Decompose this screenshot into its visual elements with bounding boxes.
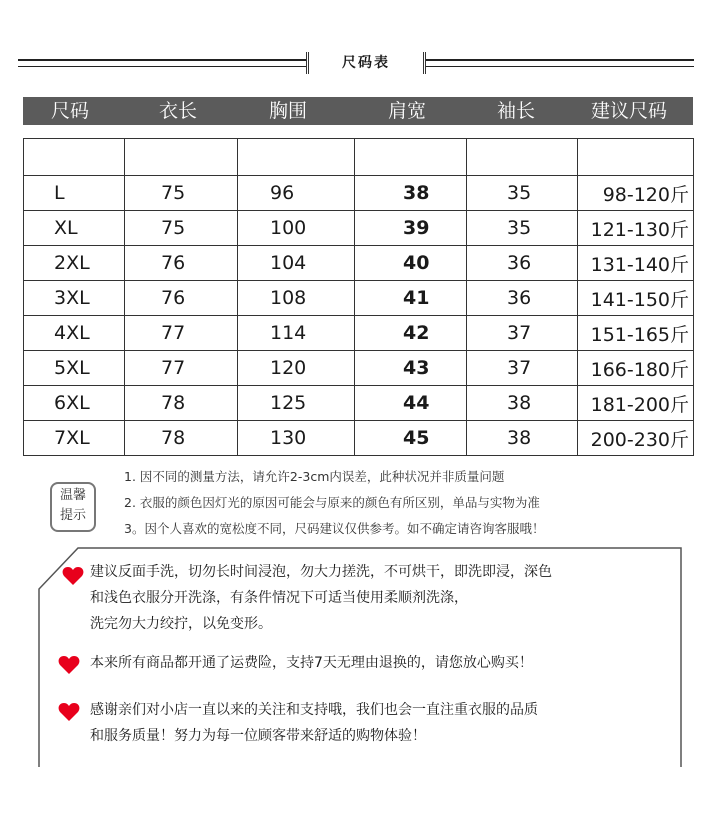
cell-recommend: 141-150斤 (578, 281, 694, 316)
table-cell (238, 139, 355, 176)
cell-sleeve: 37 (467, 316, 578, 351)
care-item-1-line-1: 建议反面手洗，切勿长时间浸泡，勿大力搓洗，不可烘干，即洗即浸，深色 (90, 564, 552, 580)
care-item-3-line-2: 和服务质量！努力为每一位顾客带来舒适的购物体验！ (90, 728, 426, 744)
cell-recommend: 200-230斤 (578, 421, 694, 456)
heart-icon (58, 702, 80, 722)
cell-length: 78 (125, 386, 238, 421)
cell-size: 6XL (24, 386, 125, 421)
cell-shoulder: 38 (355, 176, 467, 211)
table-row (24, 421, 694, 456)
table-row (24, 351, 694, 386)
cell-recommend: 151-165斤 (578, 316, 694, 351)
table-cell (24, 139, 125, 176)
care-card (38, 547, 682, 767)
cell-recommend: 131-140斤 (578, 246, 694, 281)
care-item-3-line-1: 感谢亲们对小店一直以来的关注和支持哦，我们也会一直注重衣服的品质 (90, 702, 538, 718)
cell-shoulder: 44 (355, 386, 467, 421)
header-recommend: 建议尺码 (591, 100, 668, 122)
cell-size: L (24, 176, 125, 211)
cell-shoulder: 39 (355, 211, 467, 246)
cell-chest: 130 (238, 421, 355, 456)
cell-length: 76 (125, 281, 238, 316)
cell-recommend: 121-130斤 (578, 211, 694, 246)
tips-badge-line1: 温馨 (59, 488, 86, 503)
header-chest: 胸围 (269, 100, 308, 122)
tip-item: 3。因个人喜欢的宽松度不同，尺码建议仅供参考。如不确定请咨询客服哦！ (124, 521, 545, 536)
table-row (24, 211, 694, 246)
cell-shoulder: 42 (355, 316, 467, 351)
table-row (24, 176, 694, 211)
page-title: 尺码表 (306, 52, 426, 74)
heart-icon (62, 566, 84, 586)
cell-chest: 120 (238, 351, 355, 386)
cell-shoulder: 41 (355, 281, 467, 316)
size-table (23, 138, 694, 456)
cell-length: 77 (125, 351, 238, 386)
size-table-header (23, 97, 693, 125)
cell-length: 75 (125, 211, 238, 246)
cell-size: 2XL (24, 246, 125, 281)
cell-length: 76 (125, 246, 238, 281)
cell-length: 78 (125, 421, 238, 456)
cell-sleeve: 37 (467, 351, 578, 386)
header-length: 衣长 (159, 100, 198, 122)
cell-recommend: 181-200斤 (578, 386, 694, 421)
cell-size: 7XL (24, 421, 125, 456)
cell-sleeve: 38 (467, 421, 578, 456)
care-item-1-line-2: 和浅色衣服分开洗涤，有条件情况下可适当使用柔顺剂洗涤， (90, 590, 468, 606)
tips-badge-line2: 提示 (59, 508, 86, 523)
tip-item: 1. 因不同的测量方法，请允许2-3cm内误差，此种状况并非质量问题 (124, 469, 505, 484)
cell-length: 75 (125, 176, 238, 211)
tips-badge (50, 482, 96, 532)
cell-chest: 108 (238, 281, 355, 316)
cell-size: 5XL (24, 351, 125, 386)
header-sleeve: 袖长 (497, 100, 536, 122)
title-band (18, 52, 694, 76)
cell-sleeve: 36 (467, 246, 578, 281)
heart-icon (58, 655, 80, 675)
cell-sleeve: 38 (467, 386, 578, 421)
cell-chest: 100 (238, 211, 355, 246)
care-item-2-line-1: 本来所有商品都开通了运费险，支持7天无理由退换的，请您放心购买！ (90, 655, 533, 671)
cell-size: 3XL (24, 281, 125, 316)
tips-list (124, 464, 704, 542)
cell-sleeve: 35 (467, 176, 578, 211)
cell-length: 77 (125, 316, 238, 351)
cell-shoulder: 45 (355, 421, 467, 456)
header-shoulder: 肩宽 (388, 100, 427, 122)
cell-sleeve: 35 (467, 211, 578, 246)
cell-recommend: 166-180斤 (578, 351, 694, 386)
cell-size: 4XL (24, 316, 125, 351)
table-cell (578, 139, 694, 176)
cell-chest: 96 (238, 176, 355, 211)
tip-item: 2. 衣服的颜色因灯光的原因可能会与原来的颜色有所区别，单品与实物为准 (124, 495, 540, 510)
cell-chest: 104 (238, 246, 355, 281)
table-row (24, 246, 694, 281)
care-item-1-line-3: 洗完勿大力绞拧，以免变形。 (90, 616, 272, 632)
table-row (24, 281, 694, 316)
cell-chest: 125 (238, 386, 355, 421)
cell-shoulder: 43 (355, 351, 467, 386)
cell-size: XL (24, 211, 125, 246)
table-cell (125, 139, 238, 176)
cell-sleeve: 36 (467, 281, 578, 316)
header-size: 尺码 (51, 100, 90, 122)
table-cell (467, 139, 578, 176)
cell-shoulder: 40 (355, 246, 467, 281)
cell-recommend: 98-120斤 (578, 176, 694, 211)
table-row (24, 316, 694, 351)
table-blank-row (24, 139, 694, 176)
cell-chest: 114 (238, 316, 355, 351)
table-row (24, 386, 694, 421)
table-cell (355, 139, 467, 176)
